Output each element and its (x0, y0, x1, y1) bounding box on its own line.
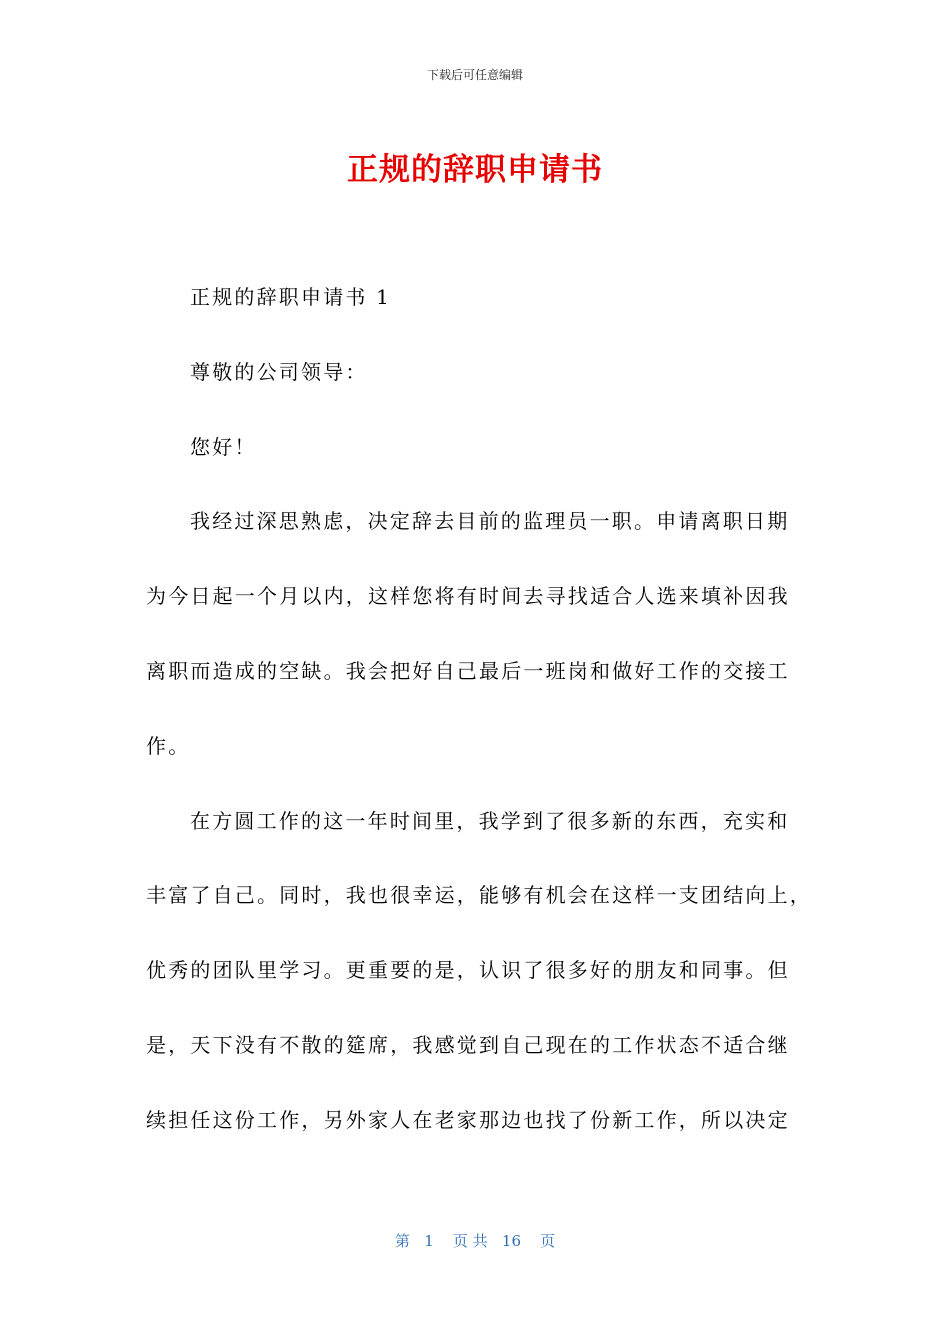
paragraph-line: 离职而造成的空缺。我会把好自己最后一班岗和做好工作的交接工 (146, 658, 790, 683)
salutation: 尊敬的公司领导： (190, 359, 368, 384)
document-body (146, 272, 812, 1170)
paragraph-line: 是，天下没有不散的筵席，我感觉到自己现在的工作状态不适合继 (146, 1032, 790, 1057)
paragraph-line: 作。 (146, 733, 191, 758)
paragraph-line: 续担任这份工作，另外家人在老家那边也找了份新工作，所以决定 (146, 1107, 790, 1132)
paragraph-line: 我经过深思熟虑，决定辞去目前的监理员一职。申请离职日期 (190, 509, 790, 534)
section-heading: 正规的辞职申请书 1 (190, 285, 392, 309)
greeting: 您好！ (190, 434, 257, 459)
paragraph-line: 丰富了自己。同时，我也很幸运，能够有机会在这样一支团结向上， (146, 883, 812, 908)
header-note: 下载后可任意编辑 (426, 68, 523, 82)
page-number: 第 1 页 共 16 页 (394, 1232, 556, 1250)
paragraph-line: 在方圆工作的这一年时间里，我学到了很多新的东西，充实和 (190, 808, 790, 833)
paragraph-line: 为今日起一个月以内，这样您将有时间去寻找适合人选来填补因我 (146, 584, 790, 609)
document-title: 正规的辞职申请书 (347, 152, 603, 188)
paragraph-line: 优秀的团队里学习。更重要的是，认识了很多好的朋友和同事。但 (146, 958, 790, 983)
